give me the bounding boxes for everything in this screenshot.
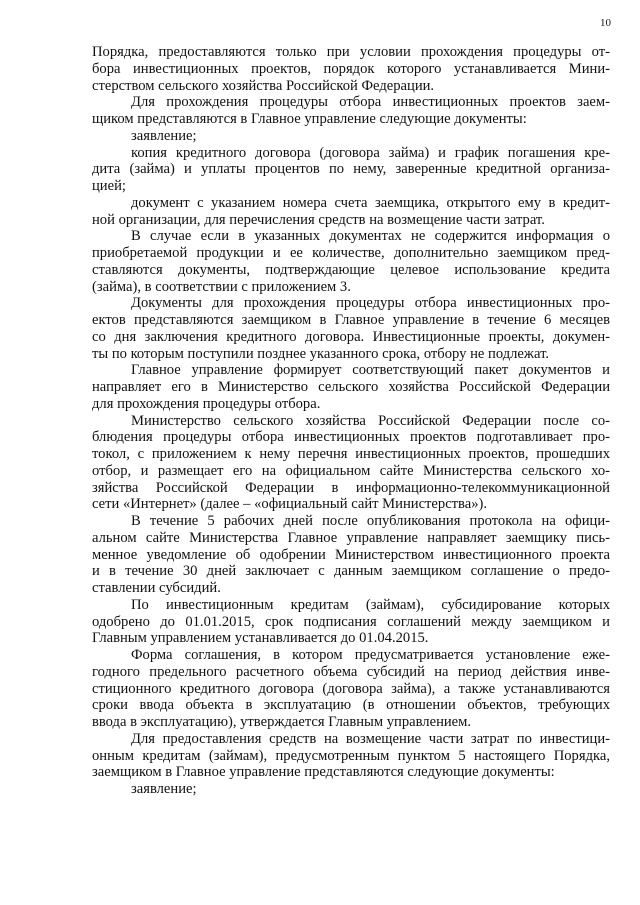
text-line: цией; bbox=[92, 178, 126, 194]
text-line: документ с указанием номера счета заемщика, открытого ему в кредит- bbox=[131, 194, 610, 211]
text-line: онным кредитам (займам), предусмотренным пунктом 5 настоящего Порядка, bbox=[92, 747, 610, 764]
text-line: стиционного кредитного договора (договора займа), а также устанавливаются bbox=[92, 680, 610, 697]
text-line: дита (займа) и уплаты процентов по нему, заверенные кредитной организа- bbox=[92, 161, 610, 178]
text-line: направляет его в Министерство сельского хозяйства Российской Федерации bbox=[92, 379, 610, 395]
text-line: По инвестиционным кредитам (займам), субсидирование которых bbox=[131, 596, 610, 613]
text-line: Главным управлением устанавливается до 01.04.2015. bbox=[92, 630, 429, 647]
text-line: годного предельного расчетного объема субсидий на период действия инве- bbox=[92, 663, 610, 680]
text-line: блюдения процедуры отбора инвестиционных проектов подготавливает про- bbox=[92, 429, 610, 446]
text-line: стерством сельского хозяйства Российской Федерации. bbox=[92, 77, 435, 94]
text-line: менное уведомление об одобрении Министерством инвестиционного проекта bbox=[92, 546, 610, 563]
text-line: отбор, и размещает его на официальном сайте Министерства сельского хо- bbox=[92, 462, 610, 479]
text-line: Порядка, предоставляются только при условии прохождения процедуры от- bbox=[92, 44, 610, 60]
text-line: зяйства Российской Федерации в информационно-телекоммуникационной bbox=[92, 479, 610, 496]
text-line: щиком представляются в Главное управление следующие документы: bbox=[92, 111, 527, 127]
text-line: бора инвестиционных проектов, порядок которого устанавливается Мини- bbox=[92, 60, 610, 77]
page-number: 10 bbox=[600, 17, 611, 29]
text-line: заявление; bbox=[131, 781, 197, 797]
text-line: альном сайте Министерства Главное управление направляет заемщику пись- bbox=[92, 529, 610, 546]
text-line: копия кредитного договора (договора займа) и график погашения кре- bbox=[131, 144, 610, 161]
text-line: заявление; bbox=[131, 127, 197, 144]
text-line: сети «Интернет» (далее – «официальный сайт Министерства»). bbox=[92, 496, 488, 513]
text-line: и в течение 30 дней заключает с данным заемщиком соглашение о предо- bbox=[92, 563, 610, 580]
document-body bbox=[92, 44, 610, 798]
text-line: ты по которым поступили позднее указанного срока, отбору не подлежат. bbox=[92, 345, 550, 362]
text-line: ной организации, для перечисления средств на возмещение части затрат. bbox=[92, 211, 545, 228]
text-line: Для прохождения процедуры отбора инвестиционных проектов заем- bbox=[131, 94, 610, 111]
text-line: ектов представляются заемщиком в Главное управление в течение 6 месяцев bbox=[92, 312, 610, 328]
text-line: ставляются документы, подтверждающие целевое использование кредита bbox=[92, 261, 610, 278]
text-line: В случае если в указанных документах не содержится информация о bbox=[131, 228, 610, 245]
text-line: одобрено до 01.01.2015, срок подписания соглашений между заемщиком и bbox=[92, 613, 610, 630]
text-line: со дня заключения кредитного договора. Инвестиционные проекты, докумен- bbox=[92, 328, 610, 345]
text-line: приобретаемой продукции и ее количестве, дополнительно заемщиком пред- bbox=[92, 245, 610, 261]
text-line: Министерство сельского хозяйства Российской Федерации после со- bbox=[131, 412, 610, 429]
text-line: сроки ввода объекта в эксплуатацию (в отношении объектов, требующих bbox=[92, 697, 610, 714]
text-line: Форма соглашения, в котором предусматривается установление еже- bbox=[131, 647, 610, 663]
text-line: В течение 5 рабочих дней после опубликования протокола на офици- bbox=[131, 513, 610, 529]
text-line: заемщиком в Главное управление представляются следующие документы: bbox=[92, 764, 555, 781]
text-line: ставлении субсидий. bbox=[92, 580, 221, 596]
text-line: ввода в эксплуатацию), утверждается Главным управлением. bbox=[92, 714, 472, 730]
text-line: (займа), в соответствии с приложением 3. bbox=[92, 278, 351, 295]
text-line: Главное управление формирует соответствующий пакет документов и bbox=[131, 362, 610, 379]
text-line: токол, с приложением к нему перечня инвестиционных проектов, прошедших bbox=[92, 446, 610, 462]
text-line: Для предоставления средств на возмещение части затрат по инвестици- bbox=[131, 730, 610, 747]
text-line: для прохождения процедуры отбора. bbox=[92, 395, 321, 412]
text-line: Документы для прохождения процедуры отбора инвестиционных про- bbox=[131, 295, 610, 312]
